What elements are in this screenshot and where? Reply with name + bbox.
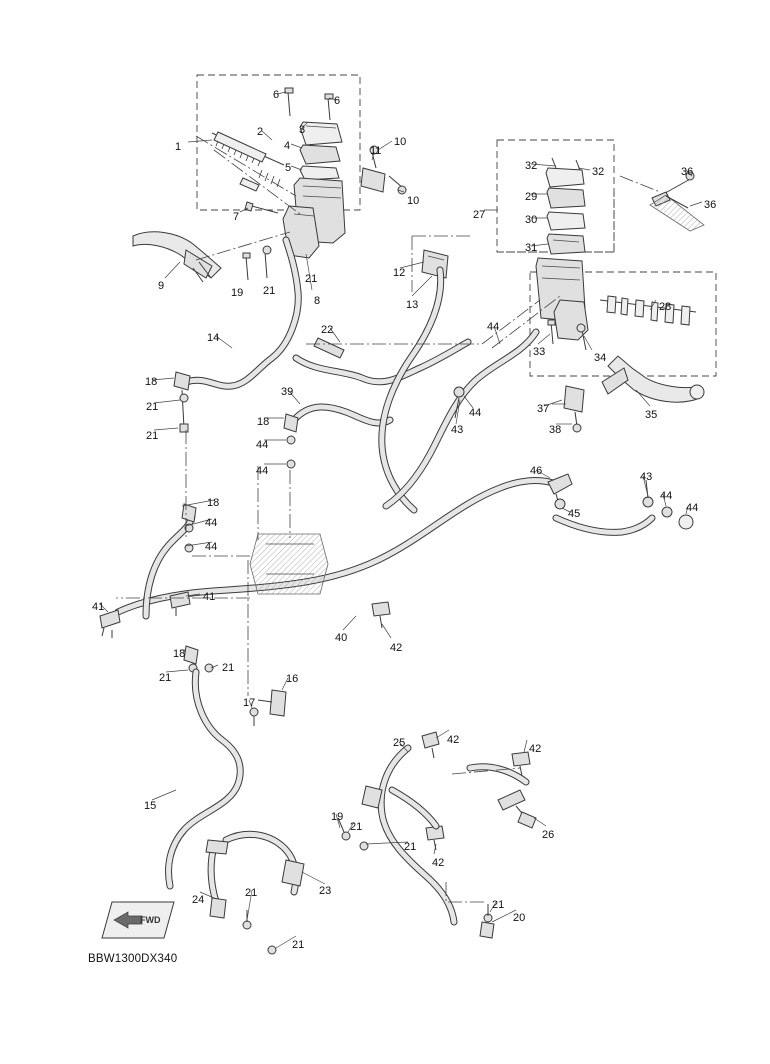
callout-number: 21: [404, 841, 417, 853]
callout-number: 24: [192, 894, 205, 906]
callout-number: 43: [640, 471, 653, 483]
callout-number: 43: [451, 424, 464, 436]
callout-number: 4: [284, 140, 291, 152]
callout-number: 44: [686, 502, 699, 514]
callout-number: 38: [549, 424, 562, 436]
callout-number: 44: [256, 465, 269, 477]
callout-number: 42: [432, 857, 445, 869]
callout-number: 28: [659, 301, 672, 313]
callout-number: 27: [473, 209, 486, 221]
callout-number: 2: [257, 126, 264, 138]
callout-number: 32: [592, 166, 605, 178]
callout-number: 18: [173, 648, 186, 660]
callout-number: 21: [263, 285, 276, 297]
callout-number: 25: [393, 737, 406, 749]
callout-number: 39: [281, 386, 294, 398]
callout-number: 21: [492, 899, 505, 911]
callout-number: 14: [207, 332, 220, 344]
callout-number: 42: [447, 734, 460, 746]
callout-number: 13: [406, 299, 419, 311]
callout-number: 34: [594, 352, 607, 364]
callout-number: 36: [704, 199, 717, 211]
callout-number: 1: [175, 141, 182, 153]
callout-number: 12: [393, 267, 406, 279]
callout-number: 40: [335, 632, 348, 644]
callout-number: 8: [314, 295, 321, 307]
callout-number: 5: [285, 162, 292, 174]
callout-number: 19: [231, 287, 244, 299]
callout-number: 45: [568, 508, 581, 520]
callout-number: 16: [286, 673, 299, 685]
callout-number: 21: [146, 401, 159, 413]
callout-number: 17: [243, 697, 256, 709]
callout-number: 10: [394, 136, 407, 148]
callout-number: 20: [513, 912, 526, 924]
callout-number: 32: [525, 160, 538, 172]
callout-number: 42: [390, 642, 403, 654]
part-code: BBW1300DX340: [88, 953, 178, 965]
callout-number: 21: [292, 939, 305, 951]
callout-number: 31: [525, 242, 538, 254]
callout-number: 6: [273, 89, 280, 101]
callout-number: 18: [207, 497, 220, 509]
callout-number: 36: [681, 166, 694, 178]
callout-number: 3: [299, 124, 306, 136]
callout-number: 9: [158, 280, 165, 292]
callout-number: 44: [660, 490, 673, 502]
callout-number: 44: [205, 541, 218, 553]
callout-number: 44: [487, 321, 500, 333]
callout-number: 41: [203, 591, 216, 603]
callout-number: 33: [533, 346, 546, 358]
callout-number: 18: [145, 376, 158, 388]
callout-number: 21: [305, 273, 318, 285]
callout-number: 44: [256, 439, 269, 451]
callout-number: 41: [92, 601, 105, 613]
callout-number: 21: [159, 672, 172, 684]
callout-number: 44: [469, 407, 482, 419]
callout-number: 23: [319, 885, 332, 897]
callout-number: 6: [334, 95, 341, 107]
callout-number: 26: [542, 829, 555, 841]
callout-number: 44: [205, 517, 218, 529]
callout-number: 29: [525, 191, 538, 203]
callout-number: 37: [537, 403, 550, 415]
callout-number: 21: [222, 662, 235, 674]
callout-number: 46: [530, 465, 543, 477]
callout-number: 21: [350, 821, 363, 833]
callout-number: 10: [407, 195, 420, 207]
callout-number: 18: [257, 416, 270, 428]
callout-number: 22: [321, 324, 334, 336]
callout-number: 35: [645, 409, 658, 421]
callout-number: 7: [233, 211, 240, 223]
callout-number: 19: [331, 811, 344, 823]
callout-number: 21: [245, 887, 258, 899]
callout-number: 21: [146, 430, 159, 442]
callout-number: 15: [144, 800, 157, 812]
callout-number: 11: [370, 145, 382, 157]
callout-number: 30: [525, 214, 538, 226]
callout-number: 42: [529, 743, 542, 755]
fwd-arrow-label: FWD: [140, 915, 161, 925]
